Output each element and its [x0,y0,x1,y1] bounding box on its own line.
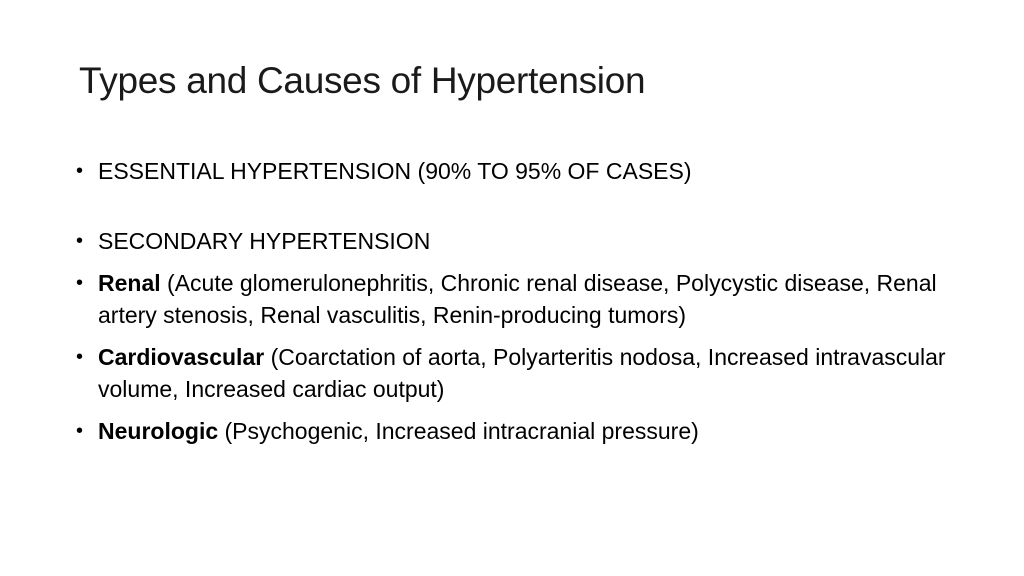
bullet-dot-icon: • [76,230,84,252]
bullet-list [72,155,972,447]
bullet-cardiovascular [72,341,972,405]
bullet-text: (Coarctation of aorta, Polyarteritis nodosa, Increased intravascular volume, Increased cardiac output) [98,344,946,402]
bullet-dot-icon: • [76,272,84,294]
bullet-secondary-hypertension [72,225,972,257]
bullet-dot-icon: • [76,420,84,442]
bullet-text: ESSENTIAL HYPERTENSION (90% TO 95% OF CASES) [98,158,692,184]
bullet-lead: Renal [98,270,161,296]
bullet-dot-icon: • [76,160,84,182]
bullet-lead: Cardiovascular [98,344,265,370]
bullet-neurologic [72,415,972,447]
bullet-text: (Psychogenic, Increased intracranial pressure) [218,418,699,444]
bullet-dot-icon: • [76,346,84,368]
bullet-text: SECONDARY HYPERTENSION [98,228,431,254]
slide-title: Types and Causes of Hypertension [79,60,646,101]
bullet-essential-hypertension [72,155,972,187]
bullet-renal [72,267,972,331]
bullet-text: (Acute glomerulonephritis, Chronic renal disease, Polycystic disease, Renal artery stenosis, Renal vasculitis, Renin-producing tumors) [98,270,937,328]
bullet-lead: Neurologic [98,418,219,444]
